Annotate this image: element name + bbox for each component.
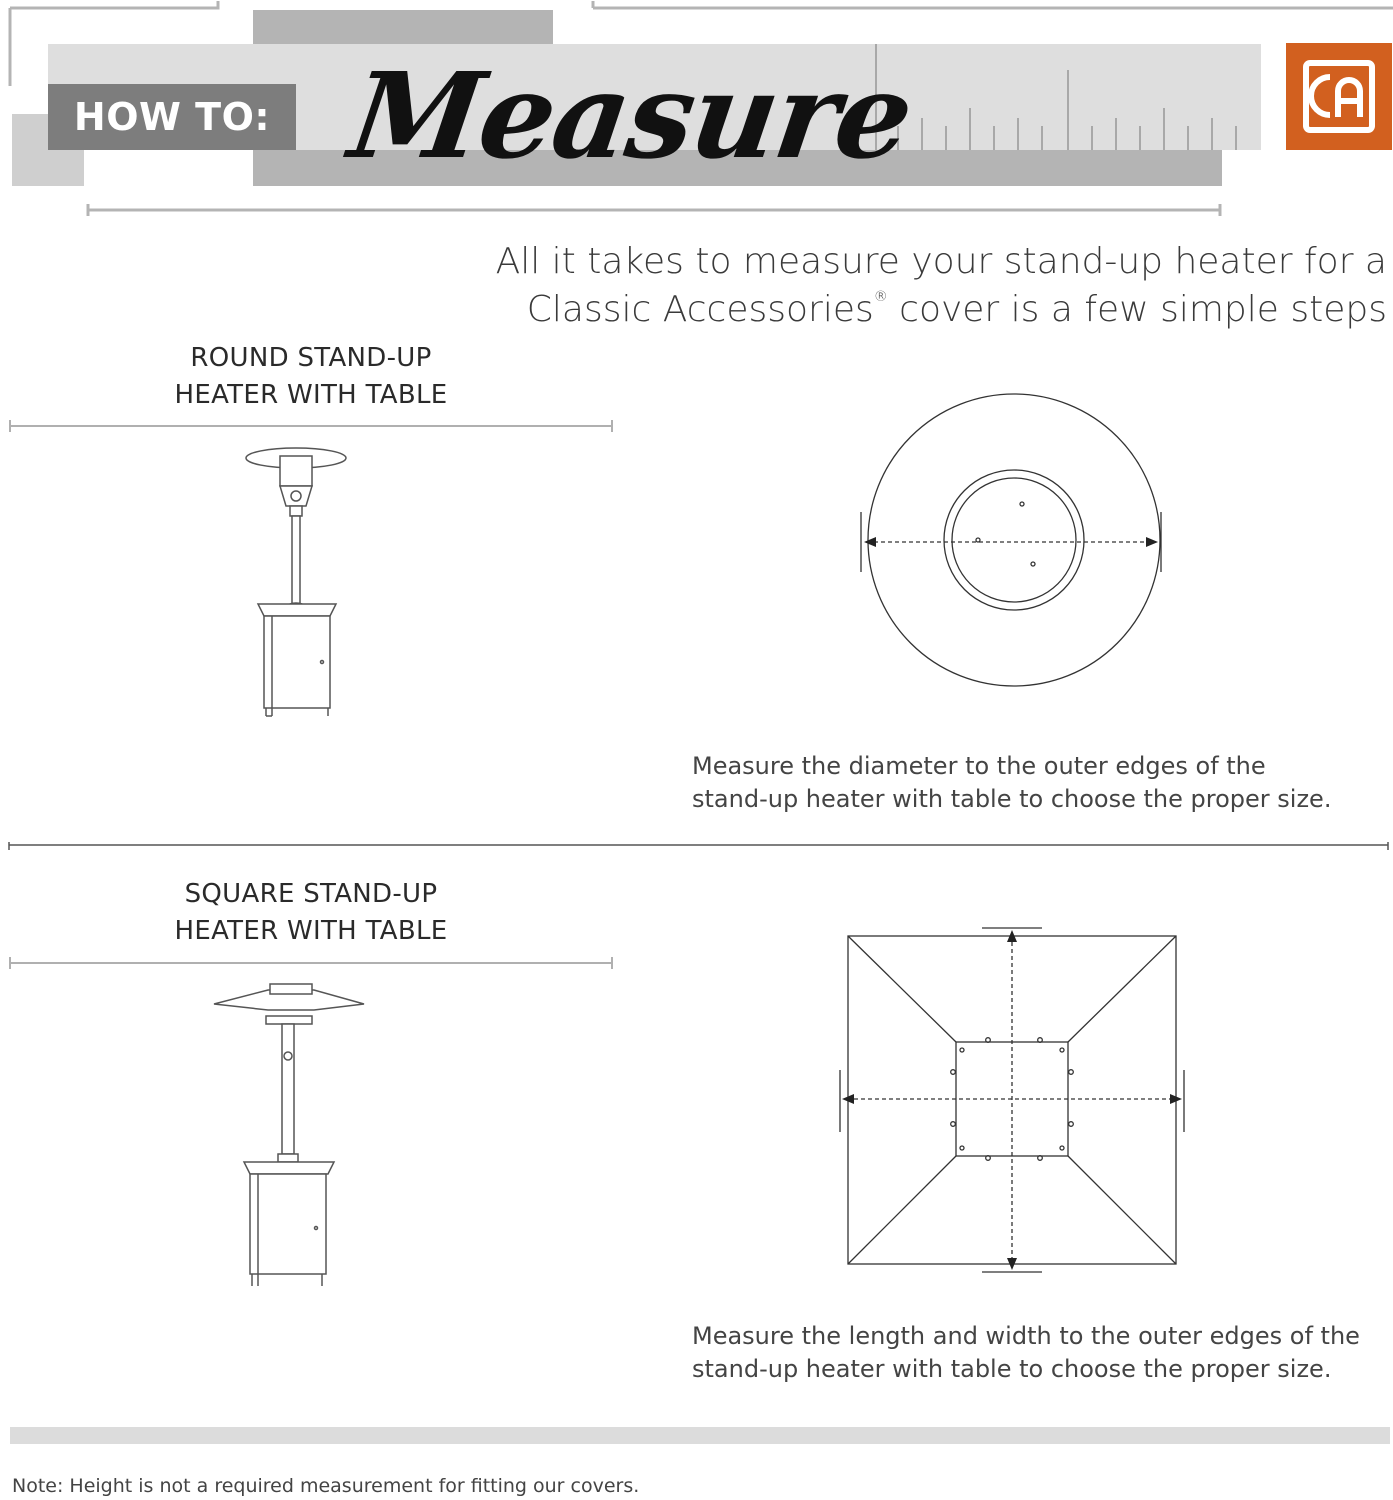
- round-description: [692, 750, 1382, 816]
- square-title-line-1: SQUARE STAND-UP: [184, 879, 438, 909]
- square-section-title: [10, 876, 612, 950]
- square-desc-line-2: stand-up heater with table to choose the proper size.: [692, 1355, 1332, 1383]
- square-desc-line-1: Measure the length and width to the outer edges of the: [692, 1322, 1360, 1350]
- classic-accessories-ca-logo-icon: [1286, 43, 1392, 150]
- brand-logo: [1286, 43, 1392, 150]
- intro-line-2: [407, 286, 1387, 334]
- square-top-view-length-width-diagram: [834, 922, 1194, 1278]
- footer-note: Note: Height is not a required measurement for fitting our covers.: [12, 1475, 640, 1497]
- registered-mark: ®: [873, 289, 888, 305]
- square-heater-with-table-icon: [210, 980, 370, 1300]
- measure-title: Measure: [342, 46, 920, 185]
- section-divider: [8, 838, 1390, 852]
- brand-name: Classic Accessories: [526, 289, 874, 330]
- intro-line-1: All it takes to measure your stand-up heater for a: [495, 241, 1387, 282]
- square-title-line-2: HEATER WITH TABLE: [174, 916, 448, 946]
- round-desc-line-2: stand-up heater with table to choose the proper size.: [692, 785, 1332, 813]
- square-section-rule: [8, 955, 614, 971]
- round-title-line-1: ROUND STAND-UP: [190, 343, 432, 373]
- round-desc-line-1: Measure the diameter to the outer edges of the: [692, 752, 1266, 780]
- round-section-rule: [8, 418, 614, 434]
- intro-line-2-rest: cover is a few simple steps: [887, 289, 1387, 330]
- intro-text: [407, 238, 1387, 334]
- howto-label: HOW TO:: [73, 95, 271, 139]
- footer-bar: [10, 1427, 1390, 1444]
- square-description: [692, 1320, 1382, 1386]
- round-heater-with-table-icon: [236, 440, 360, 720]
- round-title-line-2: HEATER WITH TABLE: [174, 380, 448, 410]
- round-top-view-diameter-diagram: [850, 392, 1180, 692]
- round-section-title: [10, 340, 612, 414]
